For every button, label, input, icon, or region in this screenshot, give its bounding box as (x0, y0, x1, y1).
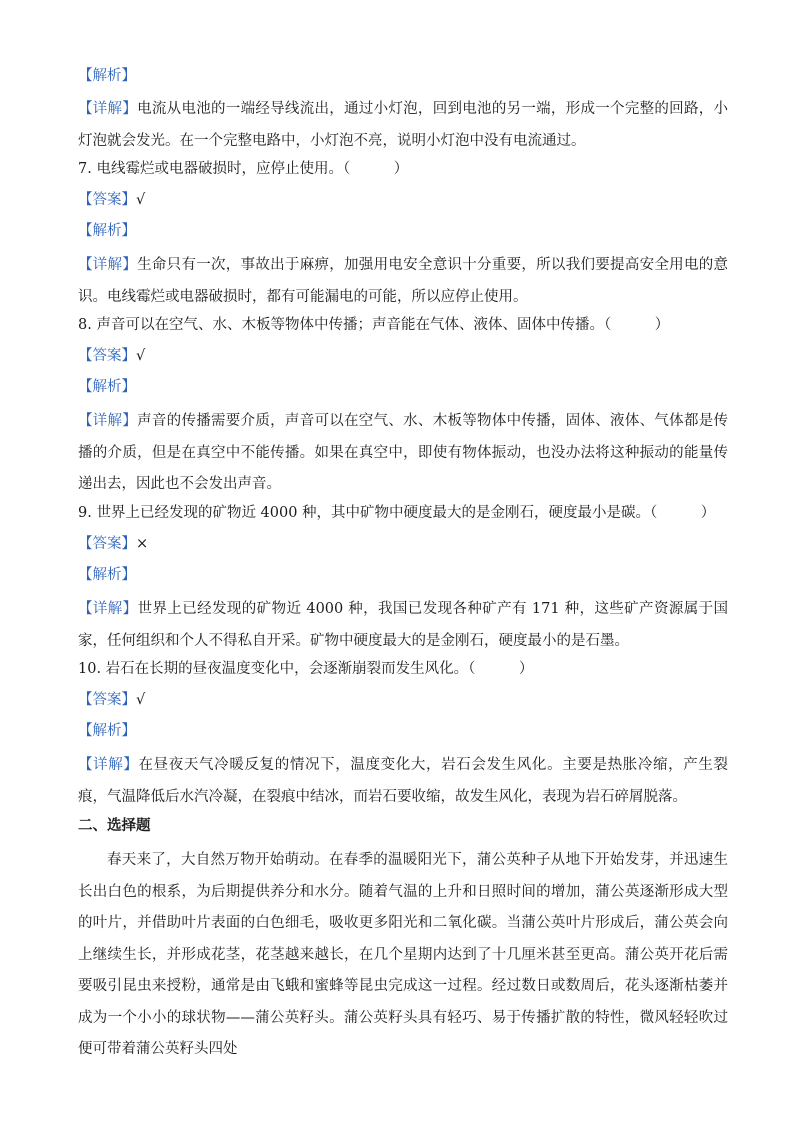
detail-tag: 【详解】 (78, 601, 138, 617)
detail-text: 生命只有一次，事故出于麻痹，加强用电安全意识十分重要，所以我们要提高安全用电的意识。电线霉烂或电器破损时，都有可能漏电的可能，所以应停止使用。 (78, 257, 729, 305)
analysis-tag: 【解析】 (78, 68, 136, 84)
detail-text: 在昼夜天气冷暖反复的情况下，温度变化大，岩石会发生风化。主要是热胀冷缩，产生裂痕，气温降低后水汽冷凝，在裂痕中结冰，而岩石要收缩，故发生风化，表现为岩石碎屑脱落。 (78, 757, 729, 805)
answer-line (78, 346, 728, 366)
analysis-label (78, 221, 728, 241)
question-8: 8. 声音可以在空气、水、木板等物体中传播；声音能在气体、液体、固体中传播。（ ） (78, 317, 670, 333)
answer-tag: 【答案】 (78, 536, 136, 552)
detail-tag: 【详解】 (78, 257, 138, 273)
answer-value: √ (136, 348, 146, 364)
detail-paragraph (78, 250, 728, 313)
answer-line (78, 690, 728, 710)
question-9: 9. 世界上已经发现的矿物近 4000 种，其中矿物中硬度最大的是金刚石，硬度最小是碳。（ ） (78, 505, 716, 521)
analysis-label (78, 66, 728, 86)
answer-value: √ (136, 692, 146, 708)
passage-paragraph: 春天来了，大自然万物开始萌动。在春季的温暖阳光下，蒲公英种子从地下开始发芽，并迅速生长出白色的根系，为后期提供养分和水分。随着气温的上升和日照时间的增加，蒲公英逐渐形成大型的叶片，并借助叶片表面的白色细毛，吸收更多阳光和二氧化碳。当蒲公英叶片形成后，蒲公英会向上继续生长，并形成花茎，花茎越来越长，在几个星期内达到了十几厘米甚至更高。蒲公英开花后需要吸引昆虫来授粉，通常是由飞蛾和蜜蜂等昆虫完成这一过程。经过数日或数周后，花头逐渐枯萎并成为一个小小的球状物——蒲公英籽头。蒲公英籽头具有轻巧、易于传播扩散的特性，微风轻轻吹过便可带着蒲公英籽头四处 (78, 852, 728, 1057)
answer-value: × (136, 536, 149, 552)
detail-tag: 【详解】 (78, 101, 138, 117)
detail-tag: 【详解】 (78, 413, 138, 429)
detail-paragraph (78, 594, 728, 657)
analysis-label (78, 377, 728, 397)
detail-text: 电流从电池的一端经导线流出，通过小灯泡，回到电池的另一端，形成一个完整的回路，小灯泡就会发光。在一个完整电路中，小灯泡不亮，说明小灯泡中没有电流通过。 (78, 101, 729, 149)
answer-value: √ (136, 192, 146, 208)
detail-paragraph (78, 750, 728, 813)
detail-paragraph (78, 406, 728, 501)
answer-tag: 【答案】 (78, 692, 136, 708)
detail-paragraph (78, 94, 728, 157)
answer-tag: 【答案】 (78, 192, 136, 208)
answer-tag: 【答案】 (78, 348, 136, 364)
section-heading: 二、选择题 (78, 818, 151, 834)
analysis-tag: 【解析】 (78, 567, 136, 583)
question-7: 7. 电线霉烂或电器破损时，应停止使用。（ ） (78, 161, 409, 177)
analysis-tag: 【解析】 (78, 223, 136, 239)
answer-line (78, 534, 728, 554)
analysis-tag: 【解析】 (78, 379, 136, 395)
detail-tag: 【详解】 (78, 757, 139, 773)
analysis-label (78, 565, 728, 585)
question-10: 10. 岩石在长期的昼夜温度变化中，会逐渐崩裂而发生风化。（ ） (78, 661, 534, 677)
analysis-label (78, 721, 728, 741)
detail-text: 声音的传播需要介质，声音可以在空气、水、木板等物体中传播，固体、液体、气体都是传播的介质，但是在真空中不能传播。如果在真空中，即使有物体振动，也没办法将这种振动的能量传递出去，因此也不会发出声音。 (78, 413, 729, 492)
answer-line (78, 190, 728, 210)
detail-text: 世界上已经发现的矿物近 4000 种，我国已发现各种矿产有 171 种，这些矿产资源属于国家，任何组织和个人不得私自开采。矿物中硬度最大的是金刚石，硬度最小的是石墨。 (78, 601, 728, 649)
analysis-tag: 【解析】 (78, 723, 136, 739)
